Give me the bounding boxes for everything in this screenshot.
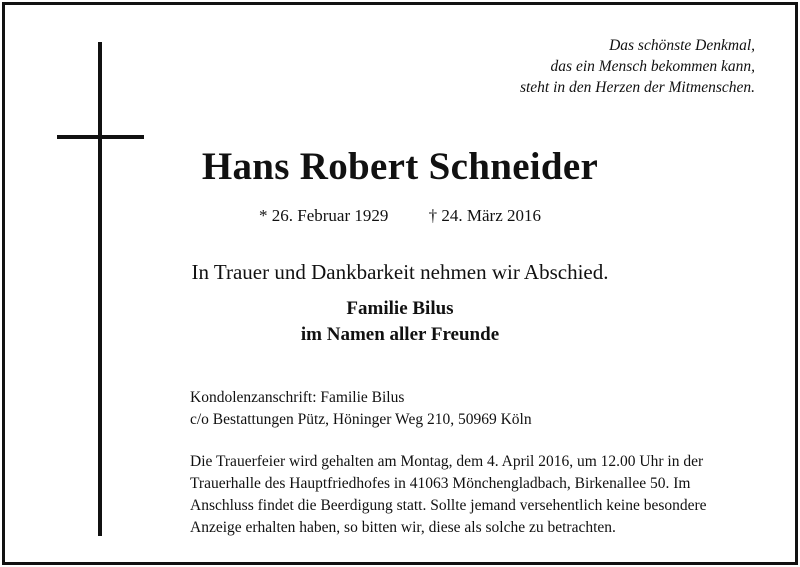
- ceremony-line: Die Trauerfeier wird gehalten am Montag, dem 4. April 2016, um 12.00 Uhr in der: [190, 453, 704, 470]
- ceremony-details: [190, 451, 760, 539]
- farewell-text: In Trauer und Dankbarkeit nehmen wir Abschied.: [191, 260, 609, 284]
- obituary-notice: [2, 2, 798, 565]
- quote-line: das ein Mensch bekommen kann,: [550, 58, 755, 75]
- memorial-quote: [520, 35, 755, 98]
- cross-icon-crossbar: [57, 135, 144, 139]
- condolence-address: [190, 387, 532, 431]
- ceremony-line: Anschluss findet die Beerdigung statt. Sollte jemand versehentlich keine besondere: [190, 497, 707, 514]
- quote-line: steht in den Herzen der Mitmenschen.: [519, 79, 755, 96]
- ceremony-line: Anzeige erhalten haben, so bitten wir, diese als solche zu betrachten.: [190, 519, 616, 536]
- death-date: † 24. März 2016: [428, 206, 541, 225]
- life-dates: [5, 204, 795, 228]
- condolence-line: c/o Bestattungen Pütz, Höninger Weg 210, 50969 Köln: [190, 411, 532, 428]
- birth-date: * 26. Februar 1929: [259, 206, 389, 225]
- signers: [5, 296, 795, 348]
- signer-line: im Namen aller Freunde: [300, 324, 500, 345]
- cross-icon: [98, 42, 102, 536]
- quote-line: Das schönste Denkmal,: [609, 37, 755, 54]
- condolence-line: Kondolenzanschrift: Familie Bilus: [190, 389, 405, 406]
- deceased-name: Hans Robert Schneider: [201, 145, 599, 188]
- signer-line: Familie Bilus: [346, 298, 454, 319]
- ceremony-line: Trauerhalle des Hauptfriedhofes in 41063 Mönchengladbach, Birkenallee 50. Im: [190, 475, 691, 492]
